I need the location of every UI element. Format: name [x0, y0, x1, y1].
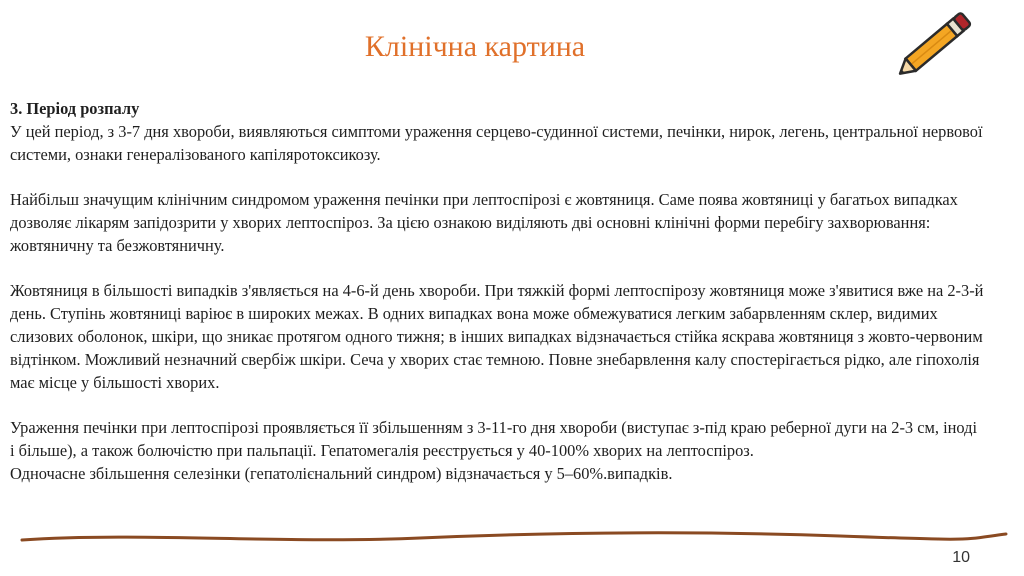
section-heading: 3. Період розпалу	[10, 99, 140, 118]
paragraph-1: У цей період, з 3-7 дня хвороби, виявляються симптоми ураження серцево-судинної системи, печінки, нирок, легень, центральної нервової системи, ознаки генералізованого капіляротоксикозу.	[10, 121, 983, 164]
page-number: 10	[952, 549, 970, 566]
slide-title: Клінічна картина	[364, 30, 586, 63]
paragraph-4: Ураження печінки при лептоспірозі проявляється її збільшенням з 3-11-го дня хвороби (виступає з-під краю реберної дуги на 2-3 см, іноді і більше), а також болючістю при пальпації. Гепатомегалія реєструється у 40-100% хворих на лептоспіроз.	[10, 418, 978, 460]
paragraph-3: Жовтяниця в більшості випадків з'являється на 4-6-й день хвороби. При тяжкій формі лептоспірозу жовтяниця може з'явитися вже на 2-3-й день. Ступінь жовтяниці варіює в широких межах. В одних випадках вона може обмежуватися легким забарвленням склер, видимих слизових оболонок, шкіри, що зникає протягом одного тижня; в інших випадках відзначається стійка яскрава жовтяниця з жовто-червоним відтінком. Можливий незначний свербіж шкіри. Сеча у хворих стає темною. Повне знебарвлення калу спостерігається рідко, але гіпохолія має місце у більшості хворих.	[10, 281, 984, 392]
pencil-icon	[888, 6, 978, 86]
paragraph-5: Одночасне збільшення селезінки (гепатолієнальний синдром) відзначається у 5–60%.випадків.	[10, 463, 673, 483]
slide-body	[10, 98, 985, 486]
paragraph-2: Найбільш значущим клінічним синдромом ураження печінки при лептоспірозі є жовтяниця. Саме поява жовтяниці у багатьох випадках дозволяє лікарям запідозрити у хворих лептоспіроз. За цією ознакою виділяють дві основні клінічні форми перебігу захворювання: жовтяничну та безжовтяничну.	[10, 190, 958, 255]
decorative-underline	[20, 528, 1010, 548]
